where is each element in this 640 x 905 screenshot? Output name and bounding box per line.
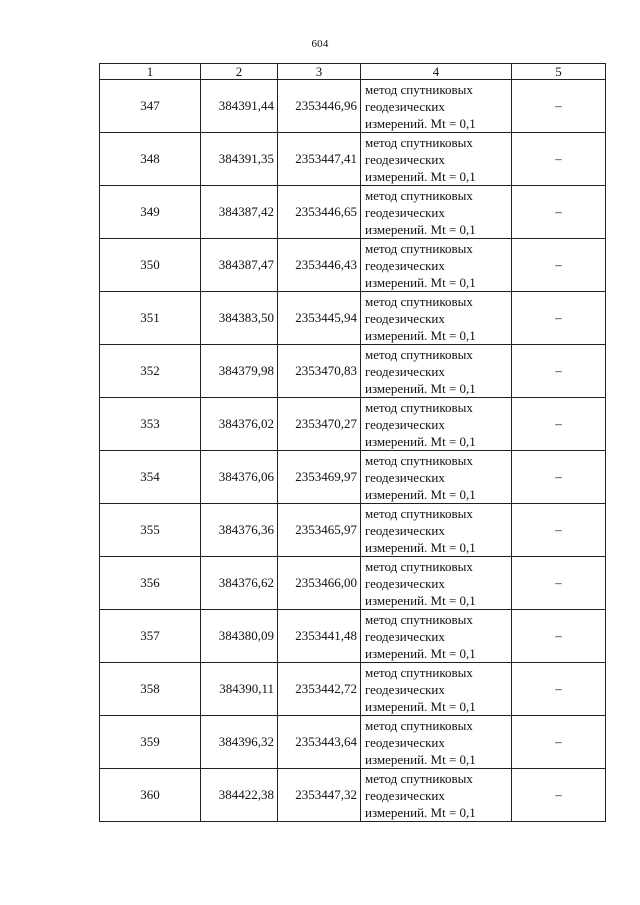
- note-dash: –: [512, 504, 606, 557]
- table-row: [100, 451, 606, 504]
- method-line-1: метод спутниковых: [365, 558, 473, 574]
- method-description: [361, 186, 512, 239]
- table-row: [100, 80, 606, 133]
- method-line-2: геодезических: [365, 416, 445, 432]
- note-dash: –: [512, 451, 606, 504]
- coordinate-y: 2353441,48: [278, 610, 361, 663]
- method-line-1: метод спутниковых: [365, 399, 473, 415]
- note-dash: –: [512, 80, 606, 133]
- coordinate-y: 2353447,32: [278, 769, 361, 822]
- point-number: 357: [100, 610, 201, 663]
- method-line-3: измерений. Mt = 0,1: [365, 221, 476, 237]
- method-line-3: измерений. Mt = 0,1: [365, 751, 476, 767]
- column-header-4: 4: [361, 64, 512, 80]
- method-description: [361, 80, 512, 133]
- method-line-1: метод спутниковых: [365, 505, 473, 521]
- coordinate-x: 384391,35: [201, 133, 278, 186]
- method-line-1: метод спутниковых: [365, 611, 473, 627]
- coordinate-y: 2353466,00: [278, 557, 361, 610]
- point-number: 350: [100, 239, 201, 292]
- table-row: [100, 769, 606, 822]
- method-line-2: геодезических: [365, 522, 445, 538]
- table-row: [100, 557, 606, 610]
- coordinate-x: 384376,06: [201, 451, 278, 504]
- coordinate-y: 2353470,27: [278, 398, 361, 451]
- coordinate-y: 2353469,97: [278, 451, 361, 504]
- method-line-2: геодезических: [365, 204, 445, 220]
- note-dash: –: [512, 345, 606, 398]
- coordinate-x: 384387,47: [201, 239, 278, 292]
- method-line-3: измерений. Mt = 0,1: [365, 274, 476, 290]
- coordinate-y: 2353443,64: [278, 716, 361, 769]
- table-row: [100, 398, 606, 451]
- coordinate-x: 384391,44: [201, 80, 278, 133]
- coordinate-x: 384376,36: [201, 504, 278, 557]
- point-number: 355: [100, 504, 201, 557]
- point-number: 347: [100, 80, 201, 133]
- point-number: 354: [100, 451, 201, 504]
- method-line-2: геодезических: [365, 469, 445, 485]
- table-row: [100, 610, 606, 663]
- table-row: [100, 239, 606, 292]
- coordinate-x: 384376,02: [201, 398, 278, 451]
- coordinate-y: 2353446,43: [278, 239, 361, 292]
- coordinate-y: 2353446,65: [278, 186, 361, 239]
- method-line-3: измерений. Mt = 0,1: [365, 698, 476, 714]
- method-line-3: измерений. Mt = 0,1: [365, 539, 476, 555]
- method-line-1: метод спутниковых: [365, 293, 473, 309]
- point-number: 348: [100, 133, 201, 186]
- coordinate-y: 2353465,97: [278, 504, 361, 557]
- method-line-3: измерений. Mt = 0,1: [365, 327, 476, 343]
- coordinate-x: 384387,42: [201, 186, 278, 239]
- method-line-3: измерений. Mt = 0,1: [365, 486, 476, 502]
- table-row: [100, 716, 606, 769]
- note-dash: –: [512, 292, 606, 345]
- coordinate-x: 384376,62: [201, 557, 278, 610]
- method-description: [361, 663, 512, 716]
- method-line-2: геодезических: [365, 628, 445, 644]
- point-number: 353: [100, 398, 201, 451]
- method-line-3: измерений. Mt = 0,1: [365, 115, 476, 131]
- column-header-1: 1: [100, 64, 201, 80]
- coordinate-x: 384396,32: [201, 716, 278, 769]
- coordinate-x: 384383,50: [201, 292, 278, 345]
- note-dash: –: [512, 133, 606, 186]
- coordinate-x: 384379,98: [201, 345, 278, 398]
- column-header-5: 5: [512, 64, 606, 80]
- coordinate-y: 2353445,94: [278, 292, 361, 345]
- table-row: [100, 292, 606, 345]
- method-line-3: измерений. Mt = 0,1: [365, 168, 476, 184]
- method-line-1: метод спутниковых: [365, 664, 473, 680]
- column-header-3: 3: [278, 64, 361, 80]
- point-number: 349: [100, 186, 201, 239]
- method-line-3: измерений. Mt = 0,1: [365, 380, 476, 396]
- note-dash: –: [512, 663, 606, 716]
- method-line-3: измерений. Mt = 0,1: [365, 645, 476, 661]
- method-line-1: метод спутниковых: [365, 134, 473, 150]
- method-description: [361, 769, 512, 822]
- method-line-3: измерений. Mt = 0,1: [365, 804, 476, 820]
- method-description: [361, 716, 512, 769]
- method-line-2: геодезических: [365, 575, 445, 591]
- note-dash: –: [512, 186, 606, 239]
- column-header-2: 2: [201, 64, 278, 80]
- method-line-1: метод спутниковых: [365, 452, 473, 468]
- table-row: [100, 663, 606, 716]
- coordinate-y: 2353442,72: [278, 663, 361, 716]
- table-body: [100, 80, 606, 822]
- coordinate-y: 2353446,96: [278, 80, 361, 133]
- coordinates-table: [99, 63, 606, 822]
- method-description: [361, 239, 512, 292]
- coordinate-x: 384390,11: [201, 663, 278, 716]
- note-dash: –: [512, 398, 606, 451]
- note-dash: –: [512, 716, 606, 769]
- method-description: [361, 345, 512, 398]
- table-row: [100, 504, 606, 557]
- method-line-2: геодезических: [365, 363, 445, 379]
- method-line-2: геодезических: [365, 734, 445, 750]
- point-number: 352: [100, 345, 201, 398]
- coordinate-x: 384380,09: [201, 610, 278, 663]
- method-description: [361, 451, 512, 504]
- point-number: 358: [100, 663, 201, 716]
- method-line-1: метод спутниковых: [365, 240, 473, 256]
- method-description: [361, 504, 512, 557]
- method-description: [361, 133, 512, 186]
- table-row: [100, 186, 606, 239]
- method-line-1: метод спутниковых: [365, 81, 473, 97]
- method-line-1: метод спутниковых: [365, 346, 473, 362]
- method-line-2: геодезических: [365, 98, 445, 114]
- table-header-row: [100, 64, 606, 80]
- method-line-1: метод спутниковых: [365, 717, 473, 733]
- method-line-2: геодезических: [365, 310, 445, 326]
- table-row: [100, 133, 606, 186]
- method-line-2: геодезических: [365, 681, 445, 697]
- method-line-1: метод спутниковых: [365, 187, 473, 203]
- page-number: 604: [311, 38, 329, 50]
- table-row: [100, 345, 606, 398]
- method-line-3: измерений. Mt = 0,1: [365, 592, 476, 608]
- method-description: [361, 292, 512, 345]
- note-dash: –: [512, 557, 606, 610]
- point-number: 360: [100, 769, 201, 822]
- note-dash: –: [512, 769, 606, 822]
- method-description: [361, 610, 512, 663]
- point-number: 356: [100, 557, 201, 610]
- method-line-2: геодезических: [365, 257, 445, 273]
- note-dash: –: [512, 610, 606, 663]
- method-line-2: геодезических: [365, 787, 445, 803]
- point-number: 359: [100, 716, 201, 769]
- coordinate-y: 2353470,83: [278, 345, 361, 398]
- method-line-2: геодезических: [365, 151, 445, 167]
- note-dash: –: [512, 239, 606, 292]
- method-description: [361, 398, 512, 451]
- method-line-1: метод спутниковых: [365, 770, 473, 786]
- method-description: [361, 557, 512, 610]
- coordinate-x: 384422,38: [201, 769, 278, 822]
- point-number: 351: [100, 292, 201, 345]
- method-line-3: измерений. Mt = 0,1: [365, 433, 476, 449]
- coordinate-y: 2353447,41: [278, 133, 361, 186]
